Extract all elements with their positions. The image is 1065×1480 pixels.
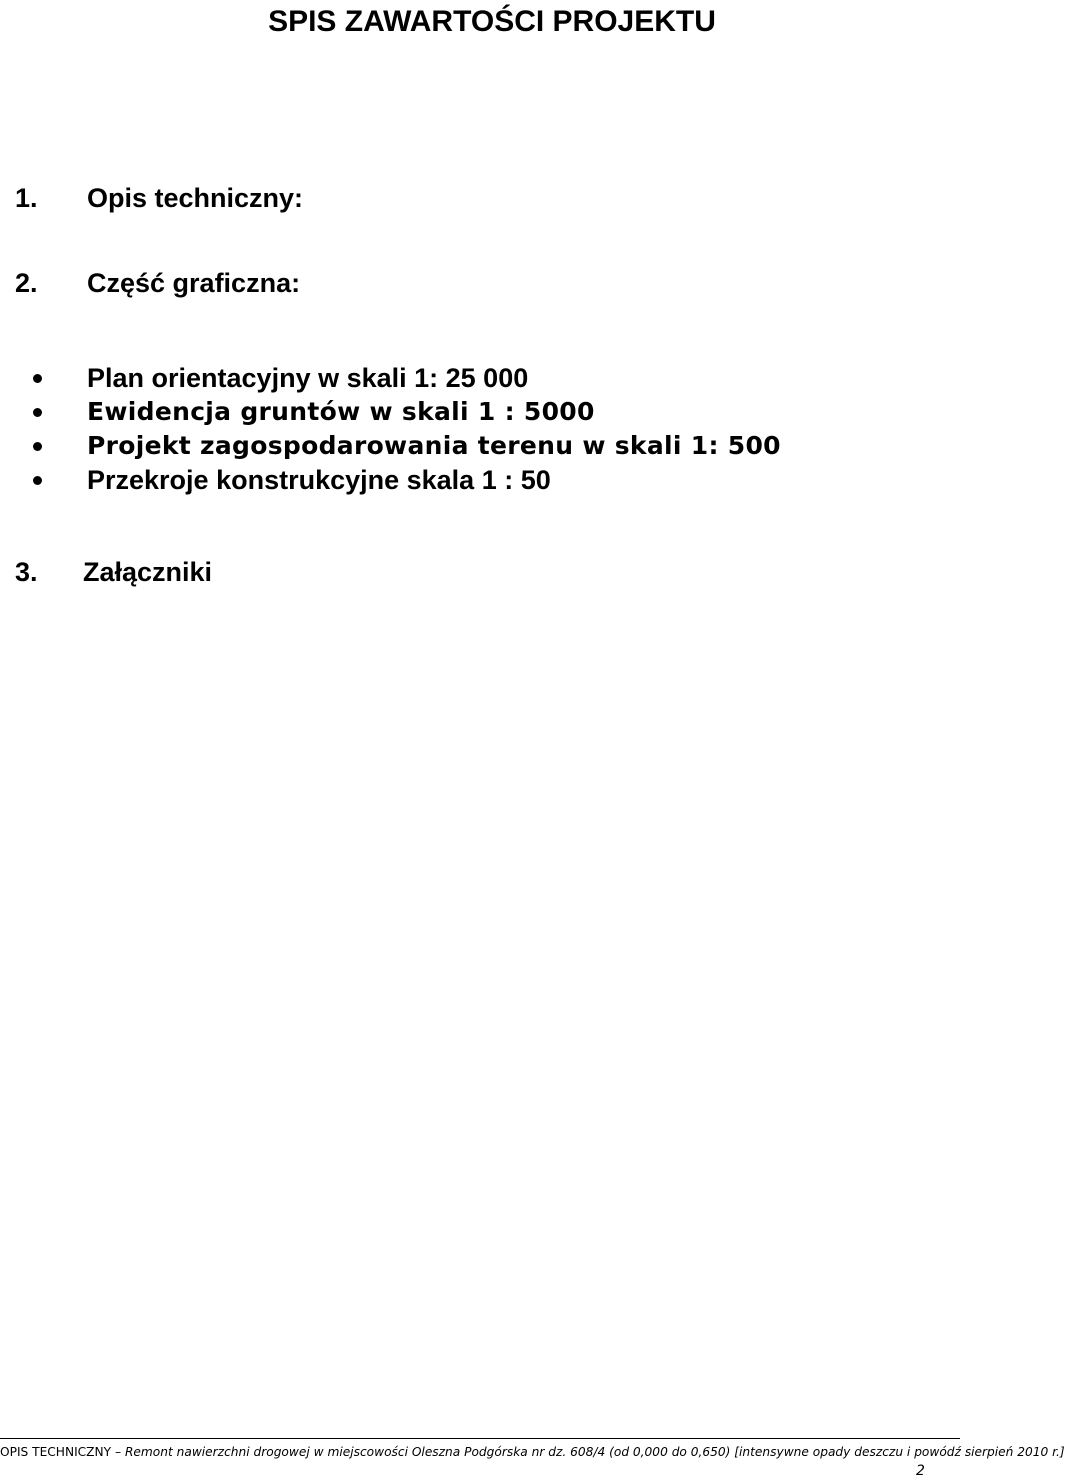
footer <box>0 1444 1065 1460</box>
footer-divider <box>0 1438 960 1439</box>
bullet-icon <box>33 374 42 383</box>
footer-lead: OPIS TECHNICZNY <box>0 1445 112 1459</box>
drawings-list <box>0 361 960 497</box>
list-item <box>0 361 960 395</box>
list-item-text: Przekroje konstrukcyjne skala 1 : 50 <box>87 465 551 495</box>
list-item <box>0 395 960 429</box>
section-1 <box>15 182 303 214</box>
section-number: 2. <box>15 268 38 298</box>
document-title: SPIS ZAWARTOŚCI PROJEKTU <box>268 5 716 38</box>
bullet-icon <box>33 442 42 451</box>
list-item-text: Plan orientacyjny w skali 1: 25 000 <box>87 363 529 393</box>
list-item-text: Ewidencja gruntów w skali 1 : 5000 <box>87 397 595 426</box>
section-2 <box>15 267 300 299</box>
section-label: Część graficzna: <box>87 268 301 298</box>
section-number: 3. <box>15 557 38 587</box>
list-item-text: Projekt zagospodarowania terenu w skali 1: 500 <box>87 431 781 460</box>
bullet-icon <box>33 408 42 417</box>
section-number: 1. <box>15 183 38 213</box>
page-number: 2 <box>916 1463 925 1479</box>
section-3 <box>15 556 212 588</box>
section-label: Opis techniczny: <box>87 183 304 213</box>
footer-description: – Remont nawierzchni drogowej w miejscowości Oleszna Podgórska nr dz. 608/4 (od 0,000 do 0,650) [intensywne opady deszczu i powódź sierpień 2010 r.] <box>111 1445 1065 1459</box>
section-label: Załączniki <box>83 557 213 587</box>
bullet-icon <box>33 476 42 485</box>
list-item <box>0 463 960 497</box>
list-item <box>0 429 960 463</box>
